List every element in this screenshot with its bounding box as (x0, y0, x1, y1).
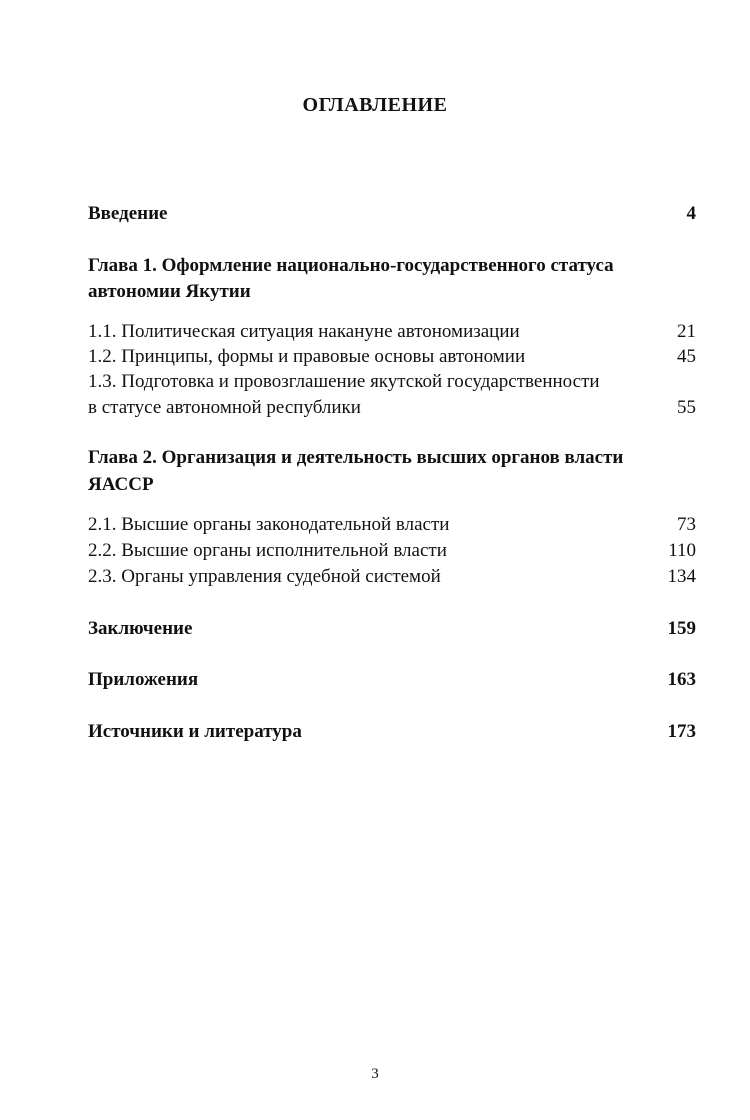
toc-page-number: 55 (677, 397, 696, 418)
toc-entry-section-1-3[interactable] (88, 396, 696, 420)
toc-page-number: 110 (668, 540, 696, 561)
toc-entry-label: 2.2. Высшие органы исполнительной власти (88, 540, 447, 561)
toc-entry-label: 1.1. Политическая ситуация накануне автономизации (88, 321, 520, 342)
toc-entry-label: Заключение (88, 618, 193, 639)
toc-entry-label: Источники и литература (88, 721, 302, 742)
toc-entry-sources[interactable] (88, 720, 696, 744)
toc-entry-conclusion[interactable] (88, 617, 696, 641)
toc-page-number: 173 (667, 721, 696, 742)
chapter-1-title-line-2: автономии Якутии (88, 281, 251, 302)
chapter-1-title-line-1: Глава 1. Оформление национально-государственного статуса (88, 255, 614, 276)
toc-entry-section-2-2[interactable] (88, 539, 696, 563)
toc-entry-section-2-1[interactable] (88, 513, 696, 537)
toc-entry-introduction[interactable] (88, 202, 696, 226)
toc-page-number: 163 (667, 669, 696, 690)
toc-entry-label: 2.1. Высшие органы законодательной власти (88, 514, 450, 535)
chapter-2-title-line-2: ЯАССР (88, 474, 154, 495)
toc-page-number: 4 (686, 203, 696, 224)
page-number: 3 (371, 1066, 379, 1082)
toc-page-number: 21 (677, 321, 696, 342)
toc-entry-label: Введение (88, 203, 168, 224)
toc-page-number: 159 (667, 618, 696, 639)
toc-page-number: 45 (677, 346, 696, 367)
toc-page-number: 134 (667, 566, 696, 587)
toc-entry-label: 1.2. Принципы, формы и правовые основы автономии (88, 346, 526, 367)
chapter-2-title-line-1: Глава 2. Организация и деятельность высших органов власти (88, 447, 624, 468)
toc-entry-section-1-1[interactable] (88, 320, 696, 344)
toc-entry-section-1-3-line-1[interactable]: 1.3. Подготовка и провозглашение якутской государственности (88, 371, 600, 392)
toc-page-number: 73 (677, 514, 696, 535)
toc-entry-section-2-3[interactable] (88, 565, 696, 589)
toc-entry-label: 2.3. Органы управления судебной системой (88, 566, 441, 587)
toc-entry-label: в статусе автономной республики (88, 397, 361, 418)
toc-entry-section-1-2[interactable] (88, 345, 696, 369)
toc-entry-label: Приложения (88, 669, 199, 690)
page-title: ОГЛАВЛЕНИЕ (302, 94, 448, 116)
toc-entry-appendices[interactable] (88, 668, 696, 692)
